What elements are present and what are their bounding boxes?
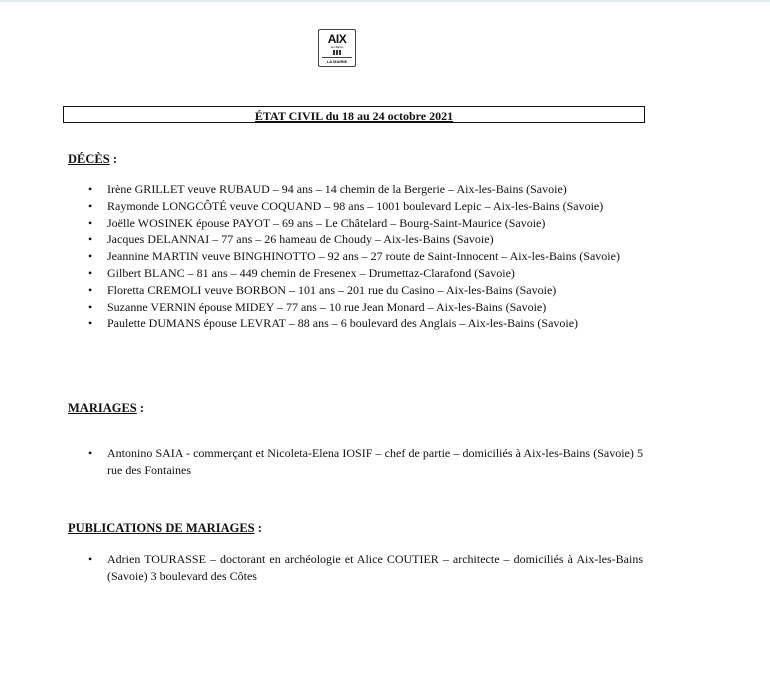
- logo-caption: LA MAIRIE: [326, 59, 348, 64]
- deces-list: [68, 181, 643, 332]
- bullet-icon: •: [88, 182, 93, 196]
- logo-word: AIX: [327, 32, 347, 46]
- bullet-icon: •: [88, 282, 93, 297]
- deces-list-item: [68, 231, 643, 248]
- deces-entry-text: Paulette DUMANS épouse LEVRAT – 88 ans – 6 boulevard des Anglais – Aix-les-Bains (Savoie): [107, 316, 579, 331]
- document-title-box: [63, 106, 645, 123]
- bullet-icon: •: [88, 249, 93, 264]
- deces-heading-colon: :: [109, 152, 117, 166]
- top-divider: [0, 0, 770, 2]
- deces-entry-text: Irène GRILLET veuve RUBAUD – 94 ans – 14 chemin de la Bergerie – Aix-les-Bains (Savoie): [107, 182, 567, 196]
- deces-list-item: [68, 248, 643, 265]
- deces-entry-text: Raymonde LONGCÔTÉ veuve COQUAND – 98 ans – 1001 boulevard Lepic – Aix-les-Bains (Savoie): [107, 198, 604, 213]
- bullet-icon: •: [88, 215, 93, 230]
- deces-entry-text: Jacques DELANNAI – 77 ans – 26 hameau de Choudy – Aix-les-Bains (Savoie): [107, 232, 494, 247]
- document-title: ÉTAT CIVIL du 18 au 24 octobre 2021: [254, 109, 454, 123]
- mariages-list-item: [68, 445, 643, 479]
- publications-list: [68, 551, 643, 585]
- bullet-icon: •: [88, 265, 93, 280]
- publications-heading-colon: :: [254, 521, 262, 535]
- bullet-icon: •: [88, 446, 93, 460]
- publications-list-item: [68, 551, 643, 585]
- deces-entry-text: Joëlle WOSINEK épouse PAYOT – 69 ans – Le Châtelard – Bourg-Saint-Maurice (Savoie): [107, 215, 546, 230]
- publications-heading: [68, 520, 262, 536]
- mariages-heading: [68, 400, 144, 416]
- logo-emblem-icon: [333, 50, 341, 55]
- logo-small-text: les Bains: [330, 45, 344, 49]
- deces-entry-text: Jeannine MARTIN veuve BINGHINOTTO – 92 ans – 27 route de Saint-Innocent – Aix-les-Bains (Savoie): [107, 249, 620, 264]
- publications-heading-label: PUBLICATIONS DE MARIAGES: [68, 521, 255, 535]
- deces-list-item: [68, 299, 643, 316]
- mariages-heading-colon: :: [136, 401, 145, 415]
- deces-list-item: [68, 198, 643, 215]
- deces-heading-label: DÉCÈS: [68, 152, 110, 166]
- bullet-icon: •: [88, 198, 93, 213]
- logo-divider: [322, 57, 352, 58]
- bullet-icon: •: [88, 552, 93, 566]
- mariages-list: [68, 445, 643, 479]
- publications-entry-text: Adrien TOURASSE – doctorant en archéologie et Alice COUTIER – architecte – domiciliés à Aix-les-Bains (Savoie) 3 boulevard des Côtes: [107, 552, 643, 583]
- city-logo: [318, 29, 356, 67]
- mariages-heading-label: MARIAGES: [68, 401, 137, 415]
- deces-list-item: [68, 181, 643, 198]
- deces-list-item: [68, 265, 643, 282]
- mariages-entry-text: Antonino SAIA - commerçant et Nicoleta-Elena IOSIF – chef de partie – domiciliés à Aix-les-Bains (Savoie) 5 rue des Fontaines: [107, 446, 643, 477]
- deces-list-item: [68, 315, 643, 332]
- deces-entry-text: Floretta CREMOLI veuve BORBON – 101 ans – 201 rue du Casino – Aix-les-Bains (Savoie): [107, 282, 557, 297]
- deces-list-item: [68, 215, 643, 232]
- deces-entry-text: Suzanne VERNIN épouse MIDEY – 77 ans – 10 rue Jean Monard – Aix-les-Bains (Savoie): [107, 299, 547, 314]
- deces-list-item: [68, 282, 643, 299]
- bullet-icon: •: [88, 299, 93, 314]
- bullet-icon: •: [88, 316, 93, 331]
- deces-heading: [68, 151, 117, 167]
- bullet-icon: •: [88, 232, 93, 247]
- deces-entry-text: Gilbert BLANC – 81 ans – 449 chemin de Fresenex – Drumettaz-Clarafond (Savoie): [107, 265, 515, 280]
